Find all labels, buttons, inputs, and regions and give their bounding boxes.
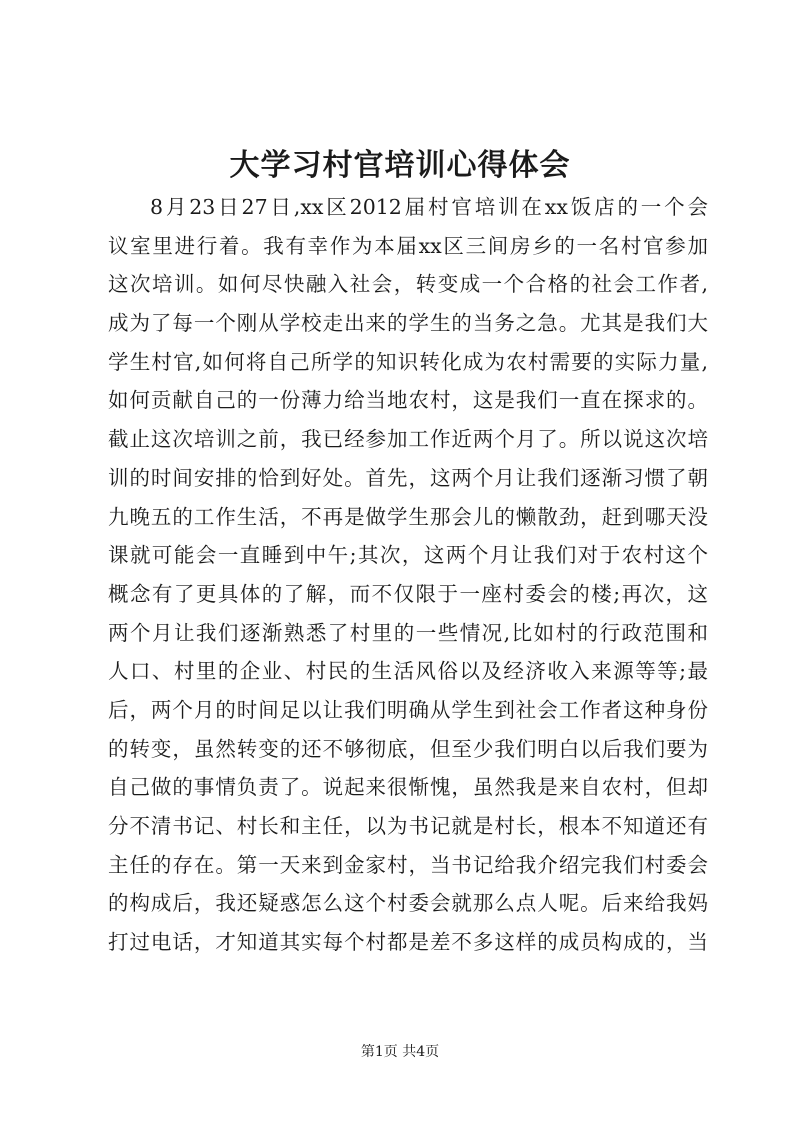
body-line: 的构成后，我还疑惑怎么这个村委会就那么点人呢。后来给我妈 xyxy=(108,891,708,916)
body-line: 两个月让我们逐渐熟悉了村里的一些情况,比如村的行政范围和 xyxy=(108,620,708,645)
body-line: 议室里进行着。我有幸作为本届xx区三间房乡的一名村官参加 xyxy=(108,233,708,258)
body-line: 课就可能会一直睡到中午;其次，这两个月让我们对于农村这个 xyxy=(108,543,708,568)
body-line: 自己做的事情负责了。说起来很惭愧，虽然我是来自农村，但却 xyxy=(108,775,708,800)
document-title: 大学习村官培训心得体会 xyxy=(229,148,571,183)
body-line: 后，两个月的时间足以让我们明确从学生到社会工作者这种身份 xyxy=(108,697,708,722)
body-line: 8月23日27日,xx区2012届村官培训在xx饭店的一个会 xyxy=(150,195,708,219)
body-line: 打过电话，才知道其实每个村都是差不多这样的成员构成的，当 xyxy=(108,930,708,955)
body-line: 的转变，虽然转变的还不够彻底，但至少我们明白以后我们要为 xyxy=(108,736,708,761)
page-indicator: 第1页 共4页 xyxy=(360,1044,440,1060)
page-footer xyxy=(0,1041,800,1061)
body-line: 九晚五的工作生活，不再是做学生那会儿的懒散劲，赶到哪天没 xyxy=(108,504,708,529)
body-line: 人口、村里的企业、村民的生活风俗以及经济收入来源等等;最 xyxy=(108,659,708,684)
body-line: 训的时间安排的恰到好处。首先，这两个月让我们逐渐习惯了朝 xyxy=(108,465,708,490)
body-line: 主任的存在。第一天来到金家村，当书记给我介绍完我们村委会 xyxy=(108,852,708,877)
body-line: 成为了每一个刚从学校走出来的学生的当务之急。尤其是我们大 xyxy=(108,311,708,336)
body-line: 如何贡献自己的一份薄力给当地农村，这是我们一直在探求的。 xyxy=(108,388,708,413)
document-body xyxy=(108,188,708,962)
body-line: 分不清书记、村长和主任，以为书记就是村长，根本不知道还有 xyxy=(108,814,708,838)
body-line: 这次培训。如何尽快融入社会，转变成一个合格的社会工作者, xyxy=(108,272,708,297)
body-line: 截止这次培训之前，我已经参加工作近两个月了。所以说这次培 xyxy=(108,427,708,452)
body-line: 概念有了更具体的了解，而不仅限于一座村委会的楼;再次，这 xyxy=(108,581,708,606)
body-line: 学生村官,如何将自己所学的知识转化成为农村需要的实际力量, xyxy=(108,349,708,374)
